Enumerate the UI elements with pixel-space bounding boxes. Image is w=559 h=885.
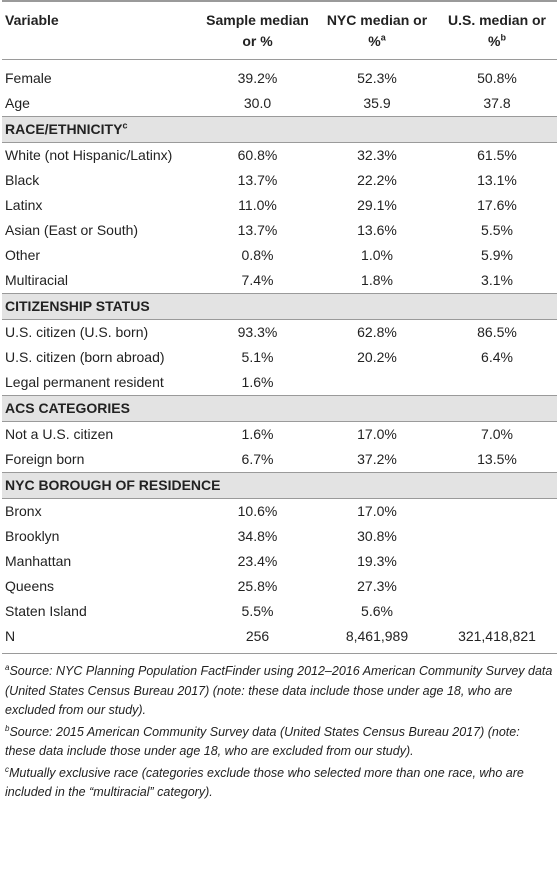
cell-nyc: 5.6% (361, 603, 393, 619)
header-us: U.S. median or %$^b$ (437, 1, 557, 60)
row-label: Female (5, 70, 52, 86)
table-row (2, 268, 557, 294)
section-heading (2, 396, 557, 422)
cell-us: 86.5% (477, 324, 517, 340)
cell-sample: 23.4% (237, 553, 278, 569)
row-label: Legal permanent resident (5, 374, 164, 390)
cell-nyc: 19.3% (357, 553, 397, 569)
cell-nyc: 1.8% (361, 272, 393, 288)
cell-sample: 25.8% (237, 578, 278, 594)
row-label: Black (5, 172, 40, 188)
cell-nyc: 35.9 (363, 95, 391, 111)
section-heading-text: CITIZENSHIP STATUS (5, 298, 150, 314)
cell-us: 6.4% (481, 349, 513, 365)
section-heading-text: NYC BOROUGH OF RESIDENCE (5, 477, 221, 493)
row-label: Latinx (5, 197, 43, 213)
section-heading-text: RACE/ETHNICITY (5, 121, 123, 137)
footnote-marker: c (5, 764, 9, 774)
cell-sample: 93.3% (237, 324, 278, 340)
cell-us: 3.1% (481, 272, 513, 288)
cell-sample: 5.1% (241, 349, 274, 365)
table-row (2, 60, 557, 92)
table-row (2, 499, 557, 525)
table-header (2, 1, 557, 60)
footnote-marker-a: a (380, 32, 386, 43)
section-heading (2, 473, 557, 499)
cell-sample: 11.0% (238, 197, 277, 213)
cell-us (437, 549, 557, 574)
cell-nyc: 52.3% (357, 70, 397, 86)
row-label: Bronx (5, 503, 42, 519)
section-row-citizenship (2, 294, 557, 320)
header-nyc: NYC median or %$^a$ (317, 1, 437, 60)
cell-sample: 30.0 (243, 95, 272, 111)
cell-nyc: 8,461,989 (345, 628, 409, 644)
row-label: Multiracial (5, 272, 69, 288)
table-row (2, 345, 557, 370)
footnote-marker: b (5, 723, 10, 733)
table-row (2, 168, 557, 193)
footnote-text: Source: 2015 American Community Survey data (United States Census Bureau 2017) (note: these data include those under age 18, who are excluded from our study). (5, 724, 520, 758)
table-footnotes (2, 662, 557, 803)
footnote-c (5, 764, 553, 803)
table-row (2, 549, 557, 574)
cell-us: 321,418,821 (458, 628, 536, 644)
footnote-text: Source: NYC Planning Population FactFinder using 2012–2016 American Community Survey data (United States Census Bureau 2017) (note: these data include those under age 18, who are excluded from our study). (5, 664, 553, 717)
table-row (2, 624, 557, 654)
section-row-race (2, 117, 557, 143)
row-label: Age (5, 95, 30, 111)
cell-sample: 256 (245, 628, 270, 644)
cell-sample: 10.6% (237, 503, 278, 519)
cell-us (437, 599, 557, 624)
section-heading (2, 117, 557, 143)
footnote-marker-c: c (122, 120, 128, 131)
cell-sample: 0.8% (241, 247, 274, 263)
section-heading (2, 294, 557, 320)
table-row (2, 447, 557, 473)
table-row (2, 243, 557, 268)
cell-nyc: 32.3% (357, 147, 397, 163)
table-row (2, 574, 557, 599)
row-label: Foreign born (5, 451, 85, 467)
cell-sample: 13.7% (237, 172, 278, 188)
cell-sample: 13.7% (237, 222, 278, 238)
row-label: U.S. citizen (born abroad) (5, 349, 165, 365)
table-row (2, 91, 557, 117)
table-row (2, 320, 557, 346)
table-row (2, 143, 557, 169)
table-row (2, 193, 557, 218)
table-row (2, 218, 557, 243)
row-label: U.S. citizen (U.S. born) (5, 324, 149, 340)
demographics-table (2, 0, 557, 654)
row-label: N (5, 628, 16, 644)
cell-nyc: 37.2% (357, 451, 397, 467)
cell-sample: 6.7% (241, 451, 274, 467)
row-label: Staten Island (5, 603, 87, 619)
row-label: Other (5, 247, 41, 263)
cell-us (437, 499, 557, 525)
table-row (2, 524, 557, 549)
cell-nyc: 17.0% (357, 503, 397, 519)
row-label: Manhattan (5, 553, 72, 569)
cell-nyc: 17.0% (357, 426, 397, 442)
header-sample: Sample median or % (198, 1, 317, 60)
cell-nyc: 22.2% (357, 172, 397, 188)
header-row (2, 1, 557, 60)
footnote-marker-b: b (500, 32, 506, 43)
row-label: Queens (5, 578, 55, 594)
cell-us (437, 370, 557, 396)
section-row-acs (2, 396, 557, 422)
footnote-marker: a (5, 662, 10, 672)
cell-nyc (317, 370, 437, 396)
table-body (2, 60, 557, 654)
cell-us: 13.5% (477, 451, 517, 467)
row-label: White (not Hispanic/Latinx) (5, 147, 173, 163)
cell-sample: 60.8% (237, 147, 278, 163)
section-heading-text: ACS CATEGORIES (5, 400, 130, 416)
cell-us: 50.8% (477, 70, 517, 86)
cell-nyc: 27.3% (357, 578, 397, 594)
table-row (2, 422, 557, 448)
section-row-borough (2, 473, 557, 499)
header-variable: Variable (2, 1, 198, 60)
cell-nyc: 30.8% (357, 528, 397, 544)
cell-nyc: 29.1% (357, 197, 397, 213)
footnote-b (5, 723, 553, 762)
cell-us: 5.9% (481, 247, 513, 263)
row-label: Brooklyn (5, 528, 60, 544)
cell-sample: 1.6% (241, 374, 274, 390)
cell-nyc: 20.2% (357, 349, 397, 365)
footnote-text: Mutually exclusive race (categories exclude those who selected more than one race, who are included in the “multiracial” category). (5, 765, 524, 799)
row-label: Asian (East or South) (5, 222, 139, 238)
cell-us: 7.0% (481, 426, 513, 442)
table-row (2, 599, 557, 624)
cell-us: 61.5% (477, 147, 517, 163)
cell-sample: 5.5% (241, 603, 274, 619)
cell-us (437, 574, 557, 599)
footnote-a (5, 662, 553, 721)
row-label: Not a U.S. citizen (5, 426, 114, 442)
cell-us: 13.1% (477, 172, 517, 188)
cell-nyc: 1.0% (361, 247, 393, 263)
cell-us: 5.5% (481, 222, 513, 238)
table-row (2, 370, 557, 396)
cell-nyc: 13.6% (357, 222, 397, 238)
cell-sample: 39.2% (237, 70, 278, 86)
cell-us (437, 524, 557, 549)
cell-nyc: 62.8% (357, 324, 397, 340)
cell-sample: 34.8% (237, 528, 278, 544)
cell-us: 17.6% (477, 197, 517, 213)
cell-sample: 1.6% (241, 426, 274, 442)
cell-us: 37.8 (483, 95, 511, 111)
cell-sample: 7.4% (241, 272, 274, 288)
